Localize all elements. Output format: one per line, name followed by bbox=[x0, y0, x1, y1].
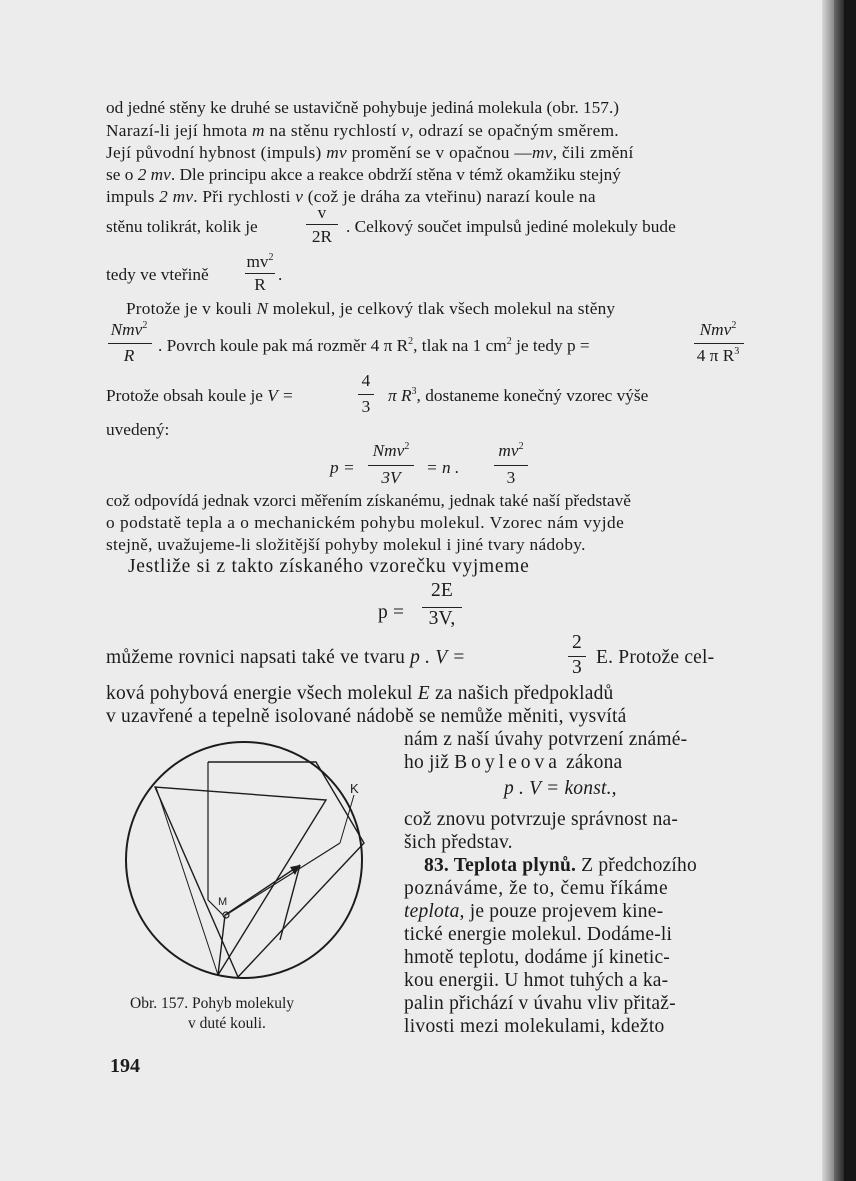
page-shadow bbox=[822, 0, 834, 1181]
fraction-denominator: R bbox=[123, 346, 135, 365]
fraction-denominator: 2R bbox=[311, 227, 333, 246]
label-m: M bbox=[218, 896, 228, 908]
fraction-bar bbox=[245, 273, 275, 274]
fraction-numerator: Nmv$^2$ bbox=[699, 320, 737, 339]
fraction-bar bbox=[306, 224, 338, 225]
text-line: Narazí-li její hmota m na stěnu rychlostí v, odrazí se opačným směrem. bbox=[106, 121, 619, 140]
formula: p = bbox=[330, 458, 355, 477]
text-line: což znovu potvrzuje správnost na- bbox=[404, 809, 679, 830]
formula: = n . bbox=[426, 458, 460, 477]
text-line: se o 2 mv. Dle principu akce a reakce obdrží stěna v témž okamžiku stejný bbox=[106, 165, 621, 184]
formula: p = bbox=[378, 602, 405, 623]
fraction-numerator: 4 bbox=[361, 371, 371, 390]
fraction-bar bbox=[358, 394, 374, 395]
fraction-denominator: 3 bbox=[572, 657, 582, 678]
text-line: poznáváme, že to, čemu říkáme bbox=[404, 878, 669, 899]
fraction-denominator: 4 π $R^3$ bbox=[696, 346, 740, 365]
section-paragraph: 83. Teplota plynů. Z předchozího bbox=[424, 855, 697, 876]
formula-boyle: p . V = konst., bbox=[504, 778, 617, 799]
fraction-denominator: 3 bbox=[506, 468, 516, 487]
text-line: ho již Boyleova zákona bbox=[404, 752, 623, 773]
fraction-denominator: 3 bbox=[361, 397, 371, 416]
text-line: π $R^3$, dostaneme konečný vzorec výše bbox=[388, 386, 649, 405]
text-line: šich představ. bbox=[404, 832, 513, 853]
text-line: od jedné stěny ke druhé se ustavičně pohybuje jediná molekula (obr. 157.) bbox=[106, 98, 620, 117]
fraction-bar bbox=[108, 343, 152, 344]
figure-caption: v duté kouli. bbox=[188, 1015, 266, 1032]
text-line: stejně, uvažujeme-li složitější pohyby molekul i jiné tvary nádoby. bbox=[106, 535, 586, 554]
fraction-numerator: Nmv$^2$ bbox=[372, 441, 410, 460]
text-line: livosti mezi molekulami, kdežto bbox=[404, 1016, 665, 1037]
text-line: stěnu tolikrát, kolik je bbox=[106, 217, 258, 236]
text-line: Protože je v kouli N molekul, je celkový tlak všech molekul na stěny bbox=[126, 299, 616, 318]
text-line: tické energie molekul. Dodáme-li bbox=[404, 924, 673, 945]
fraction-denominator: 3V bbox=[381, 468, 401, 487]
book-spine-shadow bbox=[834, 0, 844, 1181]
text-line: impuls 2 mv. Při rychlosti v (což je dráha za vteřinu) narazí koule na bbox=[106, 187, 596, 206]
figure-caption: Obr. 157. Pohyb molekuly bbox=[130, 995, 295, 1012]
fraction-numerator: $mv^2$ bbox=[246, 252, 274, 271]
page-number: 194 bbox=[110, 1055, 140, 1077]
text-line: Její původní hybnost (impuls) mv promění se v opačnou —mv, čili změní bbox=[106, 143, 634, 162]
fraction-numerator: 2 bbox=[572, 632, 582, 653]
fraction-denominator: 3V, bbox=[428, 608, 456, 629]
molecule-path bbox=[226, 843, 340, 915]
section-heading: 83. Teplota plynů. bbox=[424, 855, 577, 876]
text-line: Protože obsah koule je V = bbox=[106, 386, 294, 405]
text-line: ková pohybová energie všech molekul E za našich předpokladů bbox=[106, 683, 614, 704]
fraction-numerator: Nmv$^2$ bbox=[110, 320, 148, 339]
text-line: můžeme rovnici napsati také ve tvaru p . V = bbox=[106, 647, 466, 668]
text-line: v uzavřené a tepelně isolované nádobě se nemůže měniti, vysvítá bbox=[106, 706, 627, 727]
text-line: kou energii. U hmot tuhých a ka- bbox=[404, 970, 669, 991]
text-line: tedy ve vteřině bbox=[106, 265, 209, 284]
fraction-bar bbox=[494, 465, 528, 466]
figure-molecule-in-sphere bbox=[120, 735, 380, 995]
text-line: Jestliže si z takto získaného vzorečku vyjmeme bbox=[128, 556, 530, 577]
text-line: palin přichází v úvahu vliv přitaž- bbox=[404, 993, 676, 1014]
text-line: . Celkový součet impulsů jediné molekuly bude bbox=[346, 217, 676, 236]
molecule-path bbox=[155, 762, 364, 977]
text-line: nám z naší úvahy potvrzení známé- bbox=[404, 729, 688, 750]
label-k: K bbox=[350, 781, 359, 796]
text-line: . Povrch koule pak má rozměr 4 π $R^2$, tlak na 1 $cm^2$ je tedy p = bbox=[158, 336, 590, 355]
text-line: o podstatě tepla a o mechanickém pohybu molekul. Vzorec nám vyjde bbox=[106, 513, 625, 532]
fraction-numerator: $mv^2$ bbox=[498, 441, 524, 460]
fraction-bar bbox=[368, 465, 414, 466]
fraction-denominator: R bbox=[254, 275, 266, 294]
text-line: hmotě teplotu, dodáme jí kinetic- bbox=[404, 947, 670, 968]
text-line: E. Protože cel- bbox=[596, 647, 715, 668]
fraction-numerator: 2E bbox=[430, 580, 454, 601]
fraction-numerator: v bbox=[317, 203, 327, 222]
text-line: teplota, je pouze projevem kine- bbox=[404, 901, 664, 922]
fraction-bar bbox=[694, 343, 744, 344]
text-line: což odpovídá jednak vzorci měřením získanému, jednak také naší představě bbox=[106, 491, 631, 510]
text-line: . bbox=[278, 265, 283, 284]
sphere-outline bbox=[126, 742, 362, 978]
text-line: uvedený: bbox=[106, 420, 170, 439]
book-gutter bbox=[844, 0, 856, 1181]
